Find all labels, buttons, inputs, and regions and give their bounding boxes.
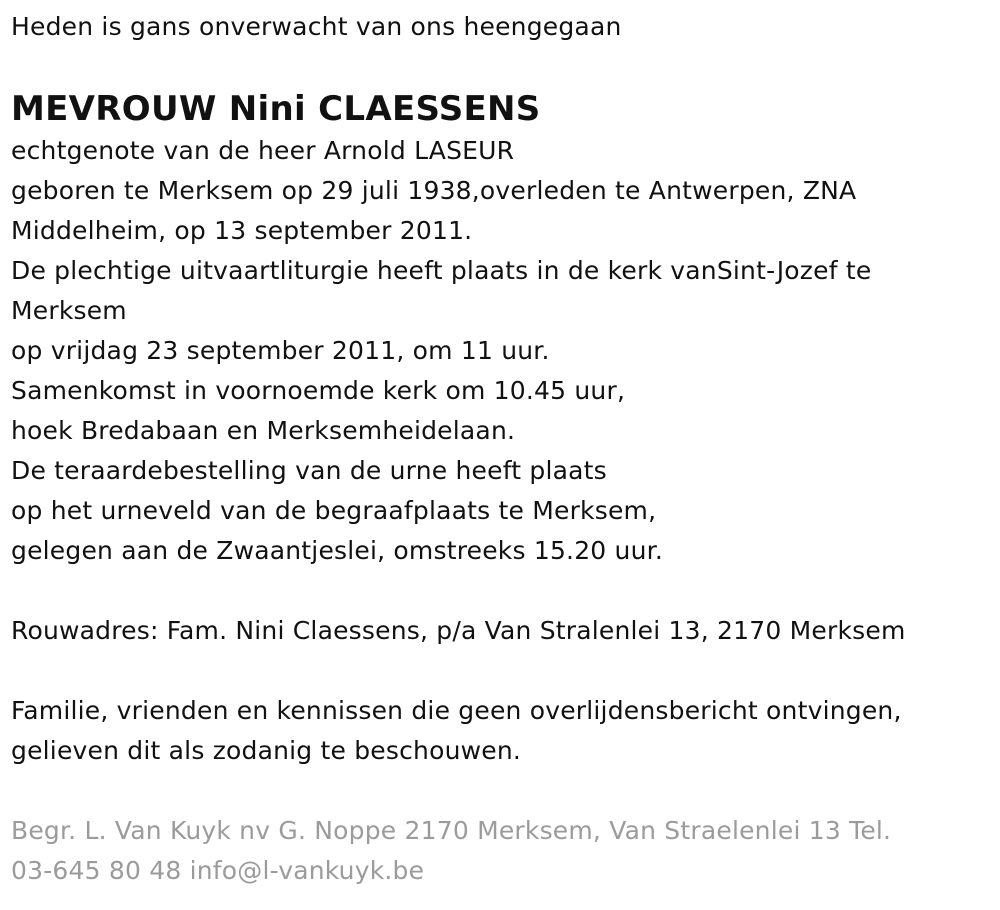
body-line: geboren te Merksem op 29 juli 1938,overleden te Antwerpen, ZNA <box>11 176 857 205</box>
body-line: op het urneveld van de begraafplaats te Merksem, <box>11 496 657 525</box>
body-line: Merksem <box>11 296 127 325</box>
mourning-address: Rouwadres: Fam. Nini Claessens, p/a Van Stralenlei 13, 2170 Merksem <box>11 616 906 645</box>
undertaker-footer <box>11 811 991 891</box>
body-line: echtgenote van de heer Arnold LASEUR <box>11 136 515 165</box>
spacer <box>11 571 991 611</box>
body-line: Middelheim, op 13 september 2011. <box>11 216 473 245</box>
body-line: De plechtige uitvaartliturgie heeft plaats in de kerk vanSint-Jozef te <box>11 256 872 285</box>
death-notice <box>11 7 991 891</box>
intro-text: Heden is gans onverwacht van ons heengegaan <box>11 12 622 41</box>
spacer <box>11 771 991 811</box>
footer-line: 03-645 80 48 info@l-vankuyk.be <box>11 856 425 885</box>
family-note <box>11 691 991 771</box>
family-line: gelieven dit als zodanig te beschouwen. <box>11 736 522 765</box>
deceased-name: MEVROUW Nini CLAESSENS <box>11 89 541 129</box>
family-line: Familie, vrienden en kennissen die geen overlijdensbericht ontvingen, <box>11 696 902 725</box>
body-line: op vrijdag 23 september 2011, om 11 uur. <box>11 336 550 365</box>
body-line: De teraardebestelling van de urne heeft plaats <box>11 456 607 485</box>
spacer <box>11 651 991 691</box>
notice-body <box>11 131 991 571</box>
body-line: Samenkomst in voornoemde kerk om 10.45 uur, <box>11 376 626 405</box>
footer-line: Begr. L. Van Kuyk nv G. Noppe 2170 Merksem, Van Straelenlei 13 Tel. <box>11 816 892 845</box>
body-line: hoek Bredabaan en Merksemheidelaan. <box>11 416 516 445</box>
body-line: gelegen aan de Zwaantjeslei, omstreeks 15.20 uur. <box>11 536 663 565</box>
